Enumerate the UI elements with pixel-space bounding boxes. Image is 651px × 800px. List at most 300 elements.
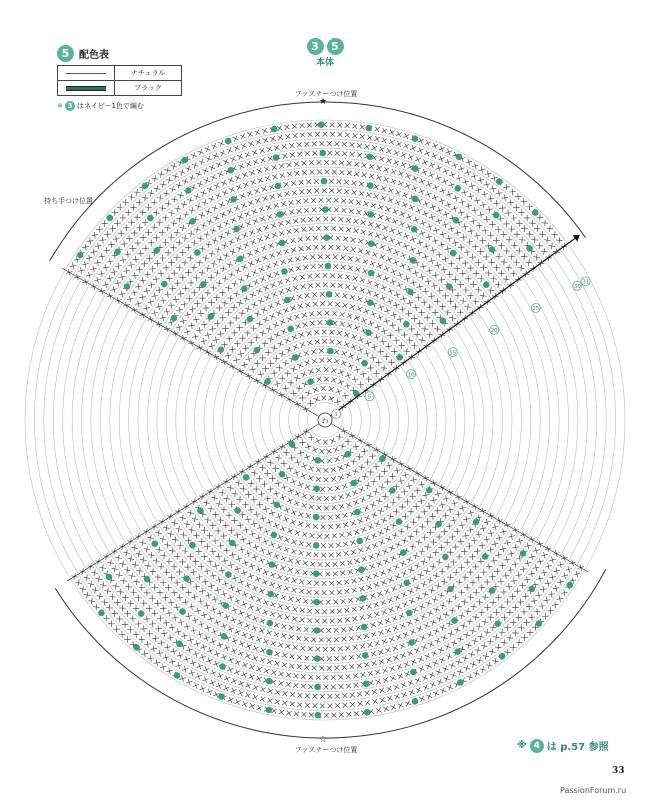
top-stitch	[283, 307, 289, 313]
bottom-stitch	[433, 628, 439, 634]
header-badge-5: 5	[327, 38, 344, 55]
bottom-stitch	[482, 594, 489, 601]
top-stitch	[347, 170, 352, 175]
top-stitch	[344, 189, 349, 194]
bottom-stitch	[349, 636, 354, 641]
top-stitch	[446, 149, 452, 155]
top-color-dot	[185, 187, 192, 194]
top-stitch	[333, 264, 338, 269]
bottom-stitch	[390, 675, 396, 681]
bottom-stitch	[416, 595, 422, 601]
top-stitch	[452, 239, 459, 246]
bottom-stitch	[413, 617, 419, 623]
top-stitch	[514, 231, 521, 238]
bottom-stitch	[194, 640, 201, 647]
bottom-stitch	[319, 666, 324, 671]
top-stitch	[242, 345, 249, 352]
top-stitch	[145, 204, 152, 211]
bottom-stitch	[257, 524, 264, 531]
bottom-stitch	[499, 604, 506, 611]
top-stitch	[279, 351, 286, 358]
top-stitch	[321, 386, 326, 391]
bottom-color-dot	[404, 580, 411, 587]
bottom-stitch	[327, 486, 332, 491]
bottom-stitch	[284, 547, 290, 553]
bottom-stitch	[334, 665, 339, 670]
bottom-stitch	[184, 521, 191, 528]
bottom-color-dot	[499, 653, 506, 660]
top-stitch	[472, 298, 479, 305]
bottom-stitch	[163, 569, 170, 576]
bottom-color-dot	[197, 507, 204, 514]
top-stitch	[304, 293, 309, 298]
top-stitch	[348, 256, 353, 261]
top-stitch	[245, 152, 251, 158]
bottom-stitch	[518, 624, 525, 631]
bottom-stitch	[224, 675, 230, 681]
bottom-stitch	[216, 576, 223, 583]
top-stitch	[429, 320, 436, 327]
top-stitch	[321, 395, 326, 400]
bottom-stitch	[436, 669, 442, 675]
top-stitch	[172, 173, 179, 180]
top-stitch	[301, 227, 306, 232]
top-stitch	[356, 209, 362, 215]
bottom-stitch	[290, 692, 295, 697]
bottom-stitch	[472, 638, 479, 645]
bottom-stitch	[259, 464, 266, 471]
bottom-stitch	[224, 645, 230, 651]
bottom-stitch	[193, 651, 200, 658]
bottom-stitch	[364, 515, 370, 521]
bottom-stitch	[336, 552, 341, 557]
top-stitch	[306, 179, 311, 184]
bottom-stitch	[253, 685, 259, 691]
bottom-stitch	[160, 664, 167, 671]
header-badge-3: 3	[307, 38, 324, 55]
top-stitch	[360, 134, 365, 139]
top-color-dot	[142, 183, 149, 190]
bottom-stitch	[489, 573, 496, 580]
bottom-stitch	[263, 528, 269, 534]
top-stitch	[385, 343, 392, 350]
top-stitch	[199, 159, 205, 165]
bottom-stitch	[533, 547, 540, 554]
bottom-stitch	[179, 515, 186, 522]
top-color-dot	[396, 354, 403, 361]
bottom-stitch	[182, 599, 189, 606]
bottom-stitch	[285, 644, 291, 650]
bottom-stitch	[320, 694, 325, 699]
top-stitch	[488, 259, 495, 266]
top-stitch	[345, 123, 350, 128]
top-stitch	[400, 252, 406, 258]
bottom-stitch	[417, 572, 424, 579]
bottom-stitch	[427, 554, 434, 561]
bottom-stitch	[294, 491, 300, 497]
top-stitch	[392, 218, 398, 224]
top-stitch	[357, 143, 362, 148]
zipper-top-label: ファスナーつけ位置	[294, 90, 358, 98]
top-stitch	[123, 268, 130, 275]
top-stitch	[316, 217, 321, 222]
bottom-stitch	[321, 543, 326, 548]
top-stitch	[434, 326, 441, 333]
top-stitch	[135, 240, 142, 247]
bottom-stitch	[446, 523, 453, 530]
top-color-dot	[241, 285, 248, 292]
bottom-stitch	[252, 616, 258, 622]
bottom-stitch	[288, 455, 295, 462]
bottom-stitch	[378, 630, 384, 636]
top-stitch	[427, 223, 434, 230]
top-stitch	[82, 261, 89, 268]
bottom-stitch	[315, 618, 320, 623]
bottom-stitch	[382, 548, 388, 554]
top-stitch	[192, 333, 199, 340]
bottom-stitch	[345, 438, 352, 445]
top-stitch	[300, 274, 305, 279]
bottom-stitch	[472, 564, 479, 571]
top-stitch	[382, 138, 388, 144]
top-stitch	[310, 321, 315, 326]
top-color-dot	[273, 154, 280, 161]
bottom-stitch	[430, 539, 437, 546]
bottom-stitch	[302, 532, 308, 538]
bottom-stitch	[326, 628, 331, 633]
top-stitch	[134, 214, 141, 221]
bottom-color-dot	[454, 648, 461, 655]
bottom-stitch	[529, 614, 536, 621]
top-stitch	[159, 205, 166, 212]
top-stitch	[266, 204, 272, 210]
top-stitch	[270, 282, 276, 288]
bottom-stitch	[350, 692, 355, 697]
top-stitch	[428, 293, 435, 300]
bottom-stitch	[422, 675, 428, 681]
top-stitch	[341, 360, 347, 366]
top-color-dot	[450, 250, 457, 257]
top-stitch	[398, 181, 404, 187]
bottom-stitch	[95, 576, 102, 583]
top-stitch	[302, 322, 308, 328]
bottom-stitch	[335, 485, 341, 491]
top-stitch	[334, 198, 339, 203]
top-stitch	[316, 226, 321, 231]
bottom-stitch	[462, 655, 469, 662]
bottom-stitch	[238, 546, 245, 553]
top-stitch	[98, 270, 105, 277]
top-stitch	[120, 215, 127, 222]
bottom-stitch	[276, 544, 282, 550]
top-stitch	[184, 328, 191, 335]
bottom-stitch	[419, 696, 425, 702]
top-stitch	[413, 304, 420, 311]
bottom-stitch	[463, 516, 470, 523]
bottom-stitch	[480, 569, 487, 576]
top-stitch	[205, 332, 212, 339]
bottom-stitch	[372, 689, 378, 695]
bottom-stitch	[331, 713, 336, 718]
top-stitch	[338, 217, 343, 222]
top-stitch	[281, 328, 287, 334]
top-stitch	[255, 198, 261, 204]
bottom-stitch	[501, 639, 508, 646]
top-stitch	[78, 267, 85, 274]
top-stitch	[478, 275, 485, 282]
bottom-stitch	[294, 500, 300, 506]
bottom-stitch	[179, 559, 186, 566]
bottom-stitch	[465, 642, 472, 649]
bottom-stitch	[231, 678, 237, 684]
top-stitch	[111, 209, 118, 216]
bottom-stitch	[512, 544, 519, 551]
top-stitch	[503, 276, 510, 283]
top-stitch	[328, 245, 333, 250]
bottom-stitch	[298, 521, 304, 527]
bottom-stitch	[238, 680, 244, 686]
bottom-stitch	[201, 527, 208, 534]
top-stitch	[344, 382, 351, 389]
top-stitch	[419, 337, 426, 344]
top-stitch	[375, 324, 382, 331]
bottom-stitch	[408, 588, 414, 594]
top-color-dot	[326, 291, 333, 298]
top-stitch	[423, 201, 429, 207]
bottom-stitch	[427, 577, 434, 584]
top-stitch	[508, 226, 515, 233]
top-stitch	[240, 193, 246, 199]
bottom-color-dot	[229, 540, 236, 547]
top-stitch	[199, 212, 206, 219]
top-stitch	[205, 241, 212, 248]
bottom-stitch	[201, 553, 208, 560]
bottom-stitch	[333, 599, 338, 604]
bottom-stitch	[138, 584, 145, 591]
bottom-stitch	[155, 574, 162, 581]
legend-label-natural: ナチュラル	[115, 66, 182, 81]
bottom-stitch	[260, 515, 267, 522]
top-stitch	[99, 237, 106, 244]
top-stitch	[95, 243, 102, 250]
top-stitch	[470, 281, 477, 288]
top-stitch	[439, 188, 445, 194]
bottom-stitch	[211, 596, 218, 603]
bottom-stitch	[507, 635, 514, 642]
bottom-stitch	[343, 541, 349, 547]
bottom-stitch	[364, 690, 369, 695]
top-stitch	[243, 295, 250, 302]
bottom-stitch	[259, 547, 265, 553]
bottom-stitch	[278, 642, 284, 648]
top-stitch	[462, 260, 469, 267]
bottom-stitch	[377, 529, 383, 535]
bottom-stitch	[354, 711, 359, 716]
bottom-stitch	[267, 459, 274, 466]
top-stitch	[323, 216, 328, 221]
top-stitch	[475, 287, 482, 294]
bottom-stitch	[322, 590, 327, 595]
top-stitch	[439, 198, 445, 204]
bottom-stitch	[217, 642, 223, 648]
bottom-stitch	[230, 617, 236, 623]
top-stitch	[521, 225, 528, 232]
top-stitch	[256, 288, 262, 294]
bottom-stitch	[103, 615, 110, 622]
bottom-stitch	[236, 556, 243, 563]
top-stitch	[305, 151, 310, 156]
bottom-stitch	[93, 604, 100, 611]
top-stitch	[290, 238, 296, 244]
bottom-stitch	[419, 524, 426, 531]
bottom-stitch	[273, 593, 279, 599]
top-stitch	[230, 249, 237, 256]
bottom-stitch	[484, 519, 491, 526]
top-stitch	[337, 330, 343, 336]
bottom-stitch	[380, 570, 386, 576]
top-stitch	[456, 255, 463, 262]
bottom-stitch	[174, 553, 181, 560]
bottom-stitch	[405, 700, 411, 706]
bottom-color-dot	[315, 712, 322, 719]
bottom-stitch	[401, 537, 408, 544]
bottom-stitch	[171, 520, 178, 527]
bottom-stitch	[361, 556, 367, 562]
page-number: 33	[612, 766, 625, 776]
top-stitch	[331, 368, 337, 374]
top-stitch	[357, 347, 363, 353]
top-stitch	[462, 179, 469, 186]
bottom-stitch	[245, 491, 252, 498]
top-stitch	[465, 169, 472, 176]
bottom-stitch	[455, 603, 462, 610]
star-open-icon: ☆	[319, 735, 328, 745]
top-stitch	[438, 277, 445, 284]
bottom-color-dot	[529, 586, 536, 593]
bottom-stitch	[234, 629, 240, 635]
top-stitch	[389, 227, 395, 233]
bottom-stitch	[359, 586, 365, 592]
top-stitch	[432, 143, 438, 149]
bottom-stitch	[217, 542, 224, 549]
top-stitch	[386, 148, 392, 154]
top-color-dot	[454, 185, 461, 192]
bottom-stitch	[520, 566, 527, 573]
bottom-stitch	[206, 657, 212, 663]
bottom-stitch	[284, 576, 290, 582]
top-stitch	[231, 280, 238, 287]
top-stitch	[376, 273, 382, 279]
bottom-stitch	[529, 554, 536, 561]
bottom-stitch	[387, 513, 394, 520]
top-stitch	[403, 143, 409, 149]
top-stitch	[345, 372, 351, 378]
bottom-color-dot	[435, 521, 442, 528]
top-stitch	[279, 230, 285, 236]
bottom-stitch	[333, 571, 338, 576]
top-stitch	[426, 304, 433, 311]
top-stitch	[292, 344, 298, 350]
bottom-stitch	[291, 549, 297, 555]
bottom-stitch	[452, 594, 459, 601]
top-stitch	[345, 132, 350, 137]
bottom-stitch	[195, 608, 202, 615]
top-stitch	[436, 207, 443, 214]
bottom-stitch	[424, 518, 431, 525]
top-stitch	[343, 246, 348, 251]
top-stitch	[531, 236, 538, 243]
top-stitch	[347, 323, 353, 329]
bottom-color-dot	[267, 591, 274, 598]
bottom-stitch	[329, 581, 334, 586]
top-stitch	[153, 209, 160, 216]
top-stitch	[188, 230, 195, 237]
bottom-stitch	[288, 635, 293, 640]
bottom-stitch	[384, 526, 391, 533]
top-stitch	[254, 310, 261, 317]
bottom-stitch	[351, 578, 357, 584]
bottom-stitch	[401, 692, 407, 698]
bottom-stitch	[303, 560, 308, 565]
bottom-stitch	[282, 662, 288, 668]
top-stitch	[444, 309, 451, 316]
bottom-stitch	[253, 511, 260, 518]
top-stitch	[212, 205, 218, 211]
bottom-stitch	[427, 610, 434, 617]
bottom-stitch	[354, 529, 360, 535]
footer-note-prefix: ※	[517, 740, 527, 751]
top-stitch	[151, 199, 158, 206]
top-stitch	[285, 134, 290, 139]
top-stitch	[294, 314, 300, 320]
bottom-stitch	[541, 569, 548, 576]
bottom-stitch	[182, 666, 189, 673]
bottom-stitch	[381, 580, 387, 586]
top-stitch	[217, 224, 224, 231]
bottom-stitch	[178, 619, 185, 626]
top-stitch	[269, 313, 275, 319]
bottom-stitch	[259, 628, 265, 634]
bottom-stitch	[486, 563, 493, 570]
bottom-stitch	[504, 624, 511, 631]
bottom-stitch	[282, 653, 288, 659]
bottom-stitch	[444, 643, 451, 650]
bottom-stitch	[259, 657, 265, 663]
bottom-stitch	[309, 533, 314, 538]
top-stitch	[432, 309, 439, 316]
bottom-stitch	[361, 527, 367, 533]
top-stitch	[159, 255, 166, 262]
bottom-stitch	[400, 623, 406, 629]
bottom-stitch	[294, 459, 301, 466]
top-stitch	[393, 259, 399, 265]
top-stitch	[383, 177, 389, 183]
bottom-stitch	[99, 564, 106, 571]
bottom-stitch	[327, 666, 332, 671]
top-stitch	[426, 267, 433, 274]
bottom-stitch	[231, 638, 237, 644]
top-stitch	[466, 239, 473, 246]
top-stitch	[365, 376, 372, 383]
bottom-stitch	[206, 689, 212, 695]
top-stitch	[299, 180, 304, 185]
top-stitch	[354, 171, 359, 176]
top-stitch	[465, 304, 472, 311]
top-stitch	[315, 273, 320, 278]
top-stitch	[344, 180, 349, 185]
bottom-stitch	[306, 589, 311, 594]
top-stitch	[324, 367, 329, 372]
